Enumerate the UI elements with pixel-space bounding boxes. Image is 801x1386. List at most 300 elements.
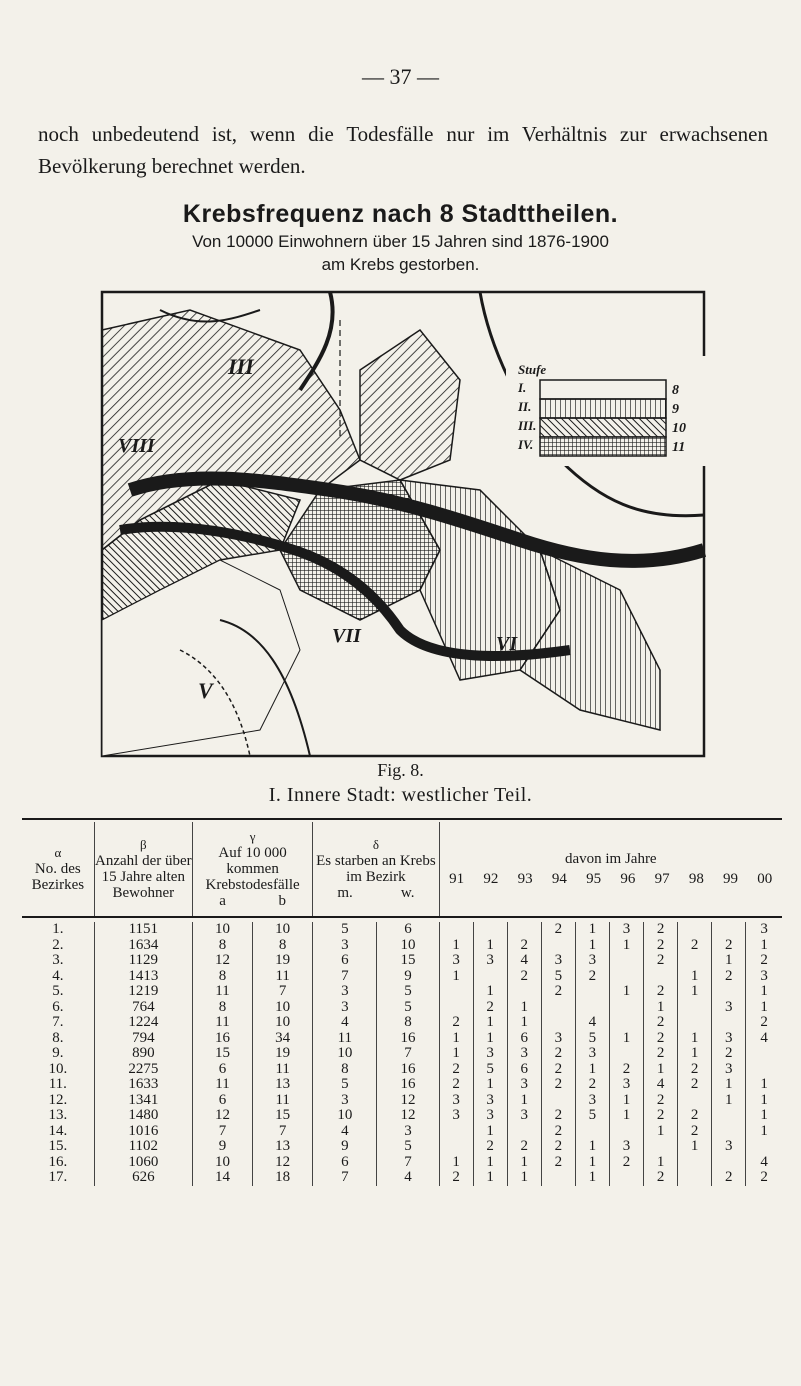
table-cell: 8 — [192, 938, 252, 954]
table-cell: 8. — [52, 1029, 64, 1046]
table-cell: 2 — [507, 938, 541, 954]
table-cell — [473, 922, 507, 938]
table-cell: 1151 — [94, 922, 192, 938]
legend-swatch-1 — [540, 380, 666, 399]
table-cell: 11 — [313, 1031, 377, 1047]
table-cell: 3 — [439, 1093, 473, 1109]
table-cell: 34 — [253, 1031, 313, 1047]
header-rate-b: b — [278, 893, 286, 909]
table-cell: 1 — [746, 1124, 782, 1140]
table-cell: 2 — [746, 1170, 782, 1186]
header-beta: β — [140, 837, 147, 852]
table-cell: 10 — [313, 1046, 377, 1062]
table-row — [22, 969, 782, 985]
table-cell: 1413 — [94, 969, 192, 985]
table-cell: 4 — [644, 1077, 678, 1093]
legend-value-3: 10 — [672, 421, 686, 436]
table-cell: 1 — [575, 1139, 609, 1155]
table-cell: 3 — [575, 953, 609, 969]
table-cell: 2 — [541, 1155, 575, 1171]
table-cell: 5 — [377, 1139, 439, 1155]
table-cell: 14. — [48, 1122, 68, 1139]
table-cell — [439, 1124, 473, 1140]
table-cell — [678, 1093, 712, 1109]
table-cell — [678, 1015, 712, 1031]
table-cell: 10 — [377, 938, 439, 954]
table-cell: 5 — [575, 1031, 609, 1047]
table-cell: 3 — [609, 1139, 643, 1155]
table-row — [22, 1139, 782, 1155]
table-cell: 1 — [678, 969, 712, 985]
table-cell: 794 — [94, 1031, 192, 1047]
table-cell: 1219 — [94, 984, 192, 1000]
table-cell: 9. — [52, 1045, 64, 1061]
header-deaths-text: Es starben an Krebs im Bezirk — [316, 853, 436, 885]
table-cell: 2 — [644, 938, 678, 954]
table-cell: 2. — [52, 936, 64, 953]
table-cell: 1634 — [94, 938, 192, 954]
table-row — [22, 938, 782, 954]
table-cell: 1 — [746, 1077, 782, 1093]
table-cell: 2 — [541, 1124, 575, 1140]
table-cell — [678, 922, 712, 938]
table-cell: 4 — [313, 1124, 377, 1140]
table-cell: 2 — [678, 1124, 712, 1140]
table-cell: 2 — [644, 1108, 678, 1124]
header-year: 96 — [620, 871, 636, 887]
table-cell: 1 — [439, 969, 473, 985]
table-top-rule — [22, 818, 782, 820]
table-row — [22, 922, 782, 938]
table-row — [22, 1077, 782, 1093]
table-cell: 1 — [746, 938, 782, 954]
table-cell: 10 — [253, 922, 313, 938]
table-cell — [712, 1015, 746, 1031]
legend-swatch-2 — [540, 399, 666, 418]
table-cell: 1 — [575, 922, 609, 938]
legend-value-2: 9 — [672, 402, 679, 417]
header-year: 00 — [757, 871, 773, 887]
table-cell — [712, 1124, 746, 1140]
table-cell: 1 — [439, 938, 473, 954]
header-deaths — [313, 822, 439, 917]
table-cell: 5 — [377, 1000, 439, 1016]
intro-paragraph: noch unbedeutend ist, wenn die Todesfälle nur im Verhältnis zur erwachsenen Bevölkerung berechnet werden. — [38, 122, 768, 178]
table-cell: 3 — [473, 1093, 507, 1109]
table-cell: 2 — [439, 1015, 473, 1031]
header-residents — [94, 822, 192, 917]
table-cell: 1060 — [94, 1155, 192, 1171]
table-cell — [609, 969, 643, 985]
table-cell: 1 — [678, 1046, 712, 1062]
table-cell: 2 — [644, 1093, 678, 1109]
table-row — [22, 984, 782, 1000]
table-cell: 15 — [253, 1108, 313, 1124]
table-cell: 1 — [507, 1015, 541, 1031]
table-cell: 15. — [48, 1138, 68, 1154]
header-district-no — [22, 822, 94, 917]
table-cell: 1 — [746, 1000, 782, 1016]
table-cell: 7 — [253, 1124, 313, 1140]
table-row — [22, 1170, 782, 1186]
table-cell: 11 — [253, 969, 313, 985]
table-cell: 5 — [377, 984, 439, 1000]
header-district-text: No. des Bezirkes — [31, 861, 85, 893]
table-cell: 2 — [439, 1170, 473, 1186]
table-cell — [609, 1015, 643, 1031]
header-years — [439, 822, 782, 917]
table-cell: 2 — [541, 984, 575, 1000]
table-cell: 12 — [377, 1093, 439, 1109]
table-cell: 10 — [192, 1155, 252, 1171]
table-cell: 3 — [541, 1031, 575, 1047]
table-cell — [439, 922, 473, 938]
table-cell — [712, 1108, 746, 1124]
legend-swatch-4 — [540, 437, 666, 456]
table-cell: 4. — [52, 967, 64, 984]
table-cell: 890 — [94, 1046, 192, 1062]
legend-level-2: II. — [518, 399, 532, 414]
table-cell: 6 — [192, 1093, 252, 1109]
table-cell: 1 — [609, 1031, 643, 1047]
table-cell: 11 — [192, 984, 252, 1000]
table-cell: 1 — [746, 1108, 782, 1124]
table-cell: 5 — [313, 922, 377, 938]
table-cell: 1 — [712, 1093, 746, 1109]
table-cell: 2 — [541, 922, 575, 938]
table-cell: 1 — [473, 1170, 507, 1186]
table-cell — [609, 1170, 643, 1186]
table-cell: 1 — [473, 1124, 507, 1140]
table-cell: 18 — [253, 1170, 313, 1186]
table-cell: 1 — [712, 1077, 746, 1093]
legend-value-1: 8 — [672, 383, 679, 398]
header-year: 91 — [449, 871, 465, 887]
table-cell — [678, 1155, 712, 1171]
table-cell: 8 — [192, 969, 252, 985]
table-cell — [609, 1046, 643, 1062]
table-cell: 1 — [712, 953, 746, 969]
table-cell: 3 — [313, 1093, 377, 1109]
table-cell: 1 — [439, 1046, 473, 1062]
table-cell: 1224 — [94, 1015, 192, 1031]
table-cell: 764 — [94, 1000, 192, 1016]
table-cell: 1 — [473, 1155, 507, 1171]
table-cell: 3 — [712, 1062, 746, 1078]
table-cell: 2 — [644, 1015, 678, 1031]
table-cell: 1 — [644, 1124, 678, 1140]
table-cell: 2 — [507, 969, 541, 985]
table-cell: 19 — [253, 953, 313, 969]
table-cell — [541, 938, 575, 954]
table-cell: 3 — [541, 953, 575, 969]
table-cell — [746, 1062, 782, 1078]
table-cell: 12 — [377, 1108, 439, 1124]
table-cell: 1 — [575, 1062, 609, 1078]
table-cell: 1341 — [94, 1093, 192, 1109]
table-cell: 6. — [52, 998, 64, 1015]
table-cell: 2 — [712, 969, 746, 985]
table-cell: 1 — [609, 938, 643, 954]
table-cell: 1 — [473, 1015, 507, 1031]
table-cell: 2 — [439, 1077, 473, 1093]
table-cell: 16 — [377, 1031, 439, 1047]
table-cell: 10. — [48, 1060, 68, 1077]
page-number: — 37 — — [362, 64, 439, 89]
table-cell: 2 — [678, 1108, 712, 1124]
table-row — [22, 1093, 782, 1109]
header-rate-text: Auf 10 000 kommen Krebstodesfälle — [205, 845, 300, 893]
table-cell: 12 — [253, 1155, 313, 1171]
table-cell: 16. — [48, 1153, 68, 1170]
header-rate — [192, 822, 312, 917]
table-cell — [746, 1046, 782, 1062]
table-cell: 3 — [473, 953, 507, 969]
table-cell: 1 — [644, 1062, 678, 1078]
table-cell: 1 — [678, 1031, 712, 1047]
table-cell: 1016 — [94, 1124, 192, 1140]
table-cell: 13 — [253, 1077, 313, 1093]
table-cell: 2 — [644, 953, 678, 969]
table-cell: 3 — [712, 1139, 746, 1155]
table-cell: 12 — [192, 1108, 252, 1124]
table-row — [22, 1000, 782, 1016]
table-cell: 7 — [377, 1155, 439, 1171]
table-cell: 6 — [377, 922, 439, 938]
table-cell: 2275 — [94, 1062, 192, 1078]
header-year: 99 — [723, 871, 739, 887]
legend-level-4: IV. — [518, 437, 534, 452]
table-cell — [712, 922, 746, 938]
table-cell: 10 — [253, 1015, 313, 1031]
table-cell: 2 — [644, 1170, 678, 1186]
table-cell — [678, 953, 712, 969]
table-cell — [541, 1170, 575, 1186]
table-cell: 1 — [746, 984, 782, 1000]
table-cell — [644, 969, 678, 985]
table-cell: 2 — [644, 922, 678, 938]
table-cell: 2 — [541, 1077, 575, 1093]
table-cell: 5 — [473, 1062, 507, 1078]
district-label-vii: VII — [332, 625, 361, 647]
table-cell — [473, 969, 507, 985]
table-cell: 2 — [473, 1000, 507, 1016]
table-cell: 1 — [644, 1000, 678, 1016]
table-cell — [712, 984, 746, 1000]
table-cell — [439, 1139, 473, 1155]
table-cell: 3 — [439, 953, 473, 969]
table-row — [22, 1108, 782, 1124]
table-cell: 10 — [192, 922, 252, 938]
table-cell — [507, 922, 541, 938]
table-cell: 3 — [609, 1077, 643, 1093]
table-row — [22, 1031, 782, 1047]
table-cell — [609, 1000, 643, 1016]
table-cell: 16 — [192, 1031, 252, 1047]
table-cell: 7 — [253, 984, 313, 1000]
table-cell: 9 — [192, 1139, 252, 1155]
table-cell: 7 — [377, 1046, 439, 1062]
district-label-iii: III — [228, 354, 254, 379]
table-cell: 3 — [507, 1046, 541, 1062]
chart-subtitle-1: Von 10000 Einwohnern über 15 Jahren sind 1876-1900 — [192, 232, 609, 251]
table-cell: 7. — [52, 1014, 64, 1030]
table-cell: 1 — [473, 984, 507, 1000]
table-cell: 1102 — [94, 1139, 192, 1155]
table-cell: 12 — [192, 953, 252, 969]
legend-level-1: I. — [518, 380, 527, 395]
table-cell: 2 — [644, 1046, 678, 1062]
table-row — [22, 1015, 782, 1031]
header-rate-a: a — [219, 893, 226, 909]
table-cell: 3 — [313, 1000, 377, 1016]
table-cell: 626 — [94, 1170, 192, 1186]
table-cell: 14 — [192, 1170, 252, 1186]
table-cell: 3 — [473, 1108, 507, 1124]
table-cell: 3 — [377, 1124, 439, 1140]
table-cell — [541, 1015, 575, 1031]
table-cell — [575, 984, 609, 1000]
table-cell: 2 — [473, 1139, 507, 1155]
table-cell: 4 — [507, 953, 541, 969]
table-cell: 2 — [541, 1108, 575, 1124]
table-row — [22, 953, 782, 969]
table-row — [22, 1062, 782, 1078]
chart-title: Krebsfrequenz nach 8 Stadttheilen. — [182, 200, 619, 228]
table-cell: 2 — [678, 1062, 712, 1078]
table-cell: 3 — [439, 1108, 473, 1124]
header-deaths-m: m. — [337, 885, 353, 901]
table-cell: 2 — [712, 1046, 746, 1062]
table-cell: 2 — [746, 1015, 782, 1031]
table-cell: 2 — [609, 1155, 643, 1171]
table-cell: 4 — [377, 1170, 439, 1186]
section-title: I. Innere Stadt: westlicher Teil. — [268, 784, 533, 806]
table-cell: 1 — [609, 1093, 643, 1109]
table-cell: 8 — [313, 1062, 377, 1078]
district-label-v: V — [198, 678, 213, 703]
table-cell: 2 — [507, 1139, 541, 1155]
table-cell: 6 — [313, 953, 377, 969]
table-cell: 3 — [473, 1046, 507, 1062]
legend-title: Stufe — [518, 362, 547, 377]
table-cell: 1 — [439, 1031, 473, 1047]
header-year: 93 — [517, 871, 533, 887]
table-cell: 1 — [609, 1108, 643, 1124]
table-cell: 2 — [712, 1170, 746, 1186]
table-cell: 2 — [644, 1031, 678, 1047]
table-cell — [746, 1139, 782, 1155]
table-cell — [575, 1124, 609, 1140]
table-cell: 5. — [52, 983, 64, 999]
table-cell: 1 — [439, 1155, 473, 1171]
table-cell: 3 — [507, 1077, 541, 1093]
table-cell: 1 — [678, 1139, 712, 1155]
table-cell: 5 — [575, 1108, 609, 1124]
table-cell: 1 — [507, 1170, 541, 1186]
table-cell: 16 — [377, 1062, 439, 1078]
table-cell — [609, 1124, 643, 1140]
table-cell: 1129 — [94, 953, 192, 969]
table-cell — [439, 1000, 473, 1016]
table-cell: 2 — [575, 969, 609, 985]
table-cell: 1 — [575, 938, 609, 954]
district-map — [100, 290, 706, 758]
cancer-frequency-table — [22, 822, 782, 1186]
table-cell — [541, 1093, 575, 1109]
header-years-title: davon im Jahre — [564, 851, 657, 867]
header-year: 97 — [654, 871, 670, 887]
table-cell: 3 — [313, 938, 377, 954]
table-cell: 2 — [575, 1077, 609, 1093]
header-residents-text: Anzahl der über 15 Jahre alten Bewohner — [95, 853, 192, 901]
table-cell: 11 — [192, 1015, 252, 1031]
table-cell: 3 — [575, 1093, 609, 1109]
table-cell: 9 — [377, 969, 439, 985]
table-cell: 1 — [575, 1155, 609, 1171]
header-gamma: γ — [249, 829, 256, 844]
table-cell: 1 — [473, 1077, 507, 1093]
table-cell: 4 — [746, 1155, 782, 1171]
table-cell: 8 — [377, 1015, 439, 1031]
table-cell: 3 — [746, 969, 782, 985]
table-cell: 1 — [507, 1000, 541, 1016]
table-cell — [609, 953, 643, 969]
header-year: 95 — [586, 871, 602, 887]
figure-label: Fig. 8. — [377, 760, 424, 780]
table-cell: 3 — [609, 922, 643, 938]
table-cell — [507, 984, 541, 1000]
table-cell: 2 — [746, 953, 782, 969]
map-legend — [506, 356, 706, 466]
table-cell: 2 — [541, 1139, 575, 1155]
table-cell: 19 — [253, 1046, 313, 1062]
table-cell: 4 — [575, 1015, 609, 1031]
table-cell: 8 — [192, 1000, 252, 1016]
legend-swatch-3 — [540, 418, 666, 437]
district-label-vi: VI — [496, 633, 518, 655]
table-cell: 6 — [507, 1031, 541, 1047]
table-cell: 13 — [253, 1139, 313, 1155]
table-cell: 9 — [313, 1139, 377, 1155]
table-cell — [575, 1000, 609, 1016]
chart-subtitle-2: am Krebs gestorben. — [321, 255, 480, 274]
table-cell: 1 — [609, 984, 643, 1000]
table-cell: 11 — [253, 1062, 313, 1078]
header-year: 94 — [551, 871, 567, 887]
table-cell: 10 — [253, 1000, 313, 1016]
header-year: 98 — [688, 871, 704, 887]
table-cell: 2 — [439, 1062, 473, 1078]
table-cell: 4 — [313, 1015, 377, 1031]
table-cell: 1 — [575, 1170, 609, 1186]
table-cell: 4 — [746, 1031, 782, 1047]
table-cell — [678, 1170, 712, 1186]
table-cell: 1 — [473, 938, 507, 954]
table-cell — [712, 1155, 746, 1171]
table-cell: 1 — [473, 1031, 507, 1047]
table-body — [22, 922, 782, 1186]
table-cell: 3 — [575, 1046, 609, 1062]
table-row — [22, 1046, 782, 1062]
table-cell: 3. — [52, 952, 64, 968]
table-cell: 16 — [377, 1077, 439, 1093]
table-cell: 2 — [712, 938, 746, 954]
table-cell: 3 — [313, 984, 377, 1000]
table-cell: 2 — [644, 984, 678, 1000]
header-delta: δ — [372, 837, 379, 852]
table-cell: 1 — [507, 1093, 541, 1109]
